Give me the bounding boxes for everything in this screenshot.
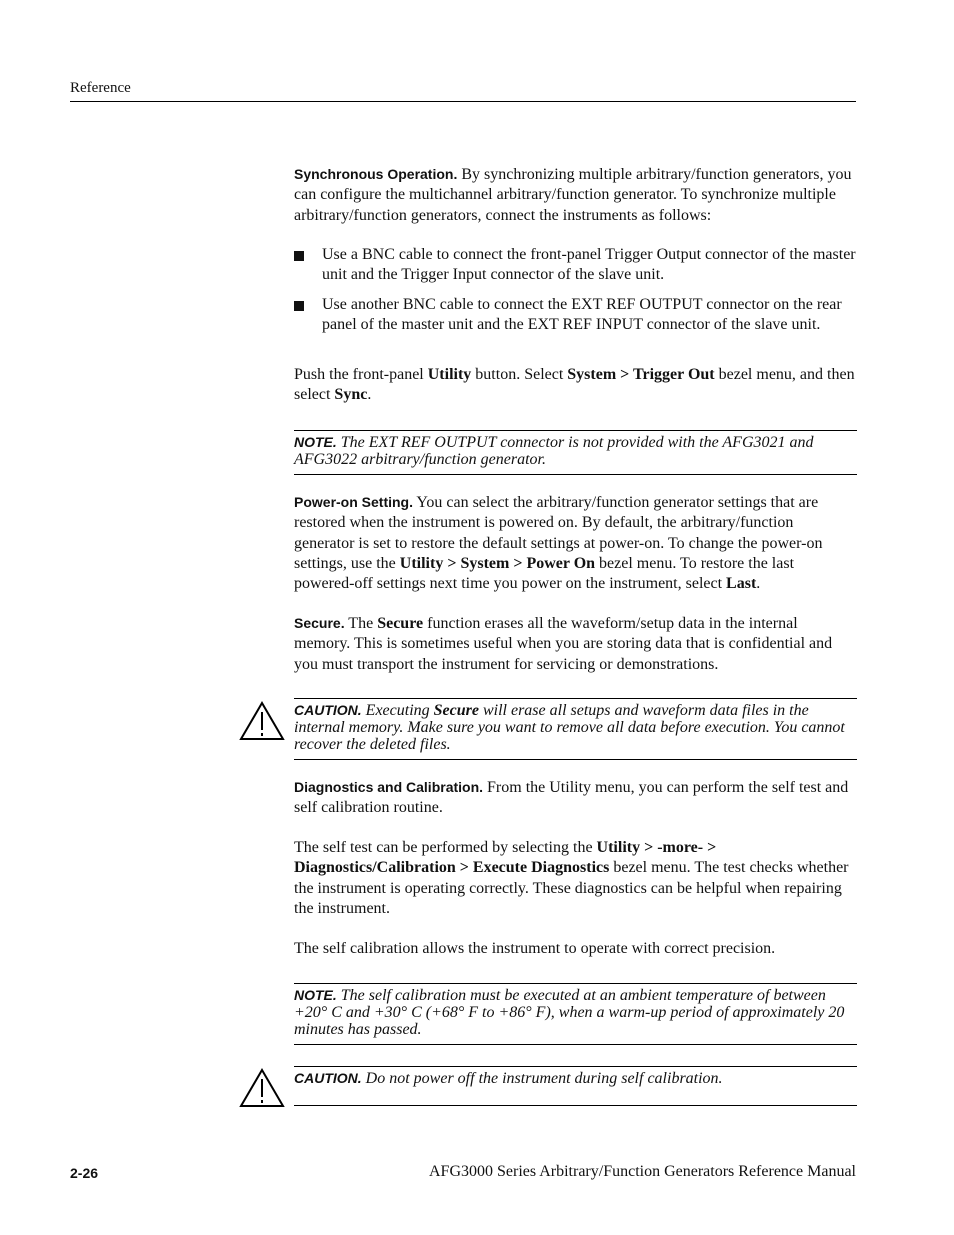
- header-rule: [70, 101, 856, 102]
- text-run: The self test can be performed by selecting the: [294, 839, 597, 856]
- caution-label: CAUTION.: [294, 1070, 362, 1086]
- menu-separator: >: [443, 554, 461, 572]
- text-run: will erase all setups and waveform data files in the internal memory. Make sure you want to remove all data before execution. You cannot recover the deleted files.: [294, 702, 845, 753]
- note-label: NOTE.: [294, 987, 337, 1003]
- manual-title: AFG3000 Series Arbitrary/Function Generators Reference Manual: [429, 1163, 856, 1180]
- power-on-term: Power On: [526, 554, 596, 572]
- secure-term: Secure: [433, 702, 479, 719]
- warning-triangle-icon: [239, 1068, 285, 1108]
- bullet-text: Use a BNC cable to connect the front-panel Trigger Output connector of the master unit and the Trigger Input connector of the slave unit.: [322, 246, 856, 284]
- caution-label: CAUTION.: [294, 702, 362, 718]
- system-term: System: [567, 366, 617, 383]
- sync-term: Sync: [334, 386, 368, 404]
- trigger-out-term: Trigger Out: [633, 366, 715, 383]
- self-test-paragraph: [294, 838, 857, 919]
- text-run: Push the front-panel: [294, 366, 428, 383]
- running-header: Reference: [70, 80, 131, 96]
- text-run: .: [367, 386, 372, 404]
- note-label: NOTE.: [294, 434, 337, 450]
- caution-box: [294, 1066, 857, 1106]
- caution-text: Do not power off the instrument during self calibration.: [361, 1070, 723, 1087]
- bullet-square-icon: [294, 301, 304, 311]
- push-paragraph: [294, 365, 857, 406]
- list-item: [294, 295, 857, 336]
- secure-heading: Secure.: [294, 615, 345, 631]
- sync-paragraph: [294, 164, 857, 226]
- text-run: button. Select: [471, 366, 568, 383]
- text-run: function erases all the waveform/setup data in the internal memory. This is sometimes useful when you are storing data that is confidential and you must transport the instrument for servicing or demonstrations.: [294, 615, 833, 673]
- bullet-square-icon: [294, 251, 304, 261]
- text-run: bezel menu. To restore the last powered-off settings next time you power on the instrument, select: [294, 554, 795, 593]
- sync-heading: Synchronous Operation.: [294, 166, 458, 182]
- sync-text: By synchronizing multiple arbitrary/function generators, you can configure the multichannel arbitrary/function generator. To synchronize multiple arbitrary/function generators, connect the instruments as follows:: [294, 166, 852, 224]
- text-run: bezel menu. The test checks whether the instrument is operating correctly. These diagnostics can be helpful when repairing the instrument.: [294, 859, 849, 917]
- page-number: 2-26: [70, 1165, 99, 1181]
- system-term: System: [460, 554, 510, 572]
- text-run: You can select the arbitrary/function generator settings that are restored when the instrument is powered on. By default, the arbitrary/function generator is set to restore the default settings at power-on. To change the power-on settings, use the: [294, 494, 823, 572]
- power-on-paragraph: [294, 492, 857, 594]
- text-run: .: [756, 575, 761, 593]
- secure-paragraph: [294, 613, 857, 675]
- caution-box: [294, 698, 857, 760]
- note-box: [294, 983, 857, 1045]
- text-run: bezel menu, and then select: [294, 366, 855, 404]
- utility-term: Utility: [399, 554, 444, 572]
- menu-separator: >: [616, 366, 633, 383]
- diagnostics-menu-path: Utility > -more- > Diagnostics/Calibration > Execute Diagnostics: [294, 839, 717, 877]
- power-on-heading: Power-on Setting.: [294, 494, 413, 510]
- diagnostics-heading: Diagnostics and Calibration.: [294, 779, 484, 795]
- diagnostics-paragraph: [294, 777, 857, 819]
- note-box: [294, 430, 857, 475]
- text-run: The: [344, 615, 378, 632]
- self-calibration-text: The self calibration allows the instrument to operate with correct precision.: [294, 940, 776, 957]
- last-term: Last: [726, 575, 757, 593]
- menu-separator: >: [509, 554, 527, 572]
- diagnostics-text: From the Utility menu, you can perform the self test and self calibration routine.: [294, 779, 849, 817]
- text-run: Executing: [361, 702, 434, 719]
- warning-triangle-icon: [239, 701, 285, 741]
- secure-term: Secure: [377, 615, 424, 632]
- bullet-text: Use another BNC cable to connect the EXT REF OUTPUT connector on the rear panel of the master unit and the EXT REF INPUT connector of the slave unit.: [322, 296, 842, 334]
- note-text: The EXT REF OUTPUT connector is not provided with the AFG3021 and AFG3022 arbitrary/function generator.: [294, 434, 814, 468]
- self-calibration-paragraph: [294, 939, 857, 959]
- utility-term: Utility: [427, 366, 472, 383]
- note-text: The self calibration must be executed at an ambient temperature of between +20° C and +30° C (+68° F to +86° F), when a warm-up period of approximately 20 minutes has passed.: [294, 987, 845, 1038]
- list-item: [294, 245, 857, 286]
